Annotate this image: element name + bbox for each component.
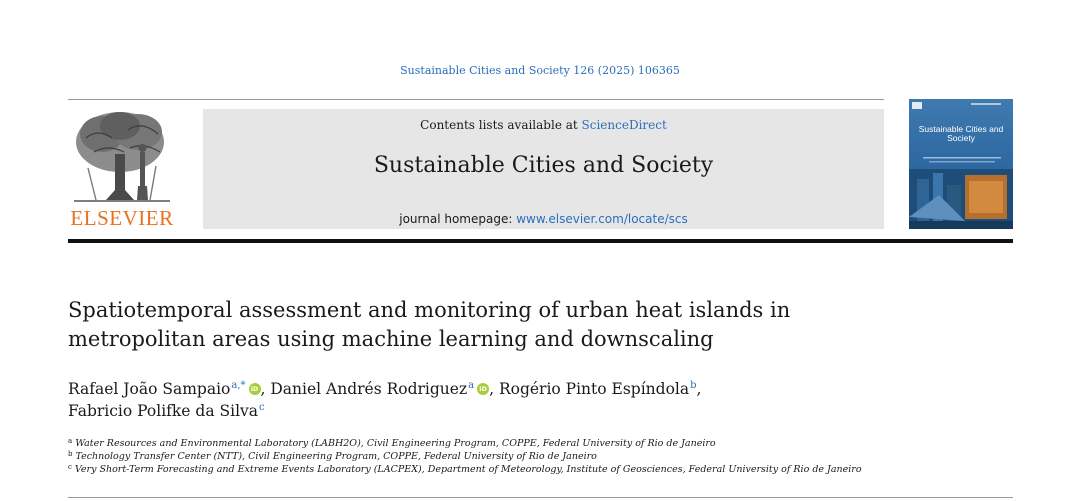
article-title: Spatiotemporal assessment and monitoring of urban heat islands in metropolitan areas using machine learning and downscaling	[68, 298, 791, 351]
homepage-line	[203, 212, 884, 226]
affiliation-mark: a	[68, 437, 73, 445]
affiliation-mark: b	[68, 450, 73, 458]
journal-cover-image[interactable]	[909, 99, 1013, 229]
journal-masthead	[203, 109, 884, 229]
contents-line	[203, 118, 884, 132]
affiliation-text: Very Short-Term Forecasting and Extreme Events Laboratory (LACPEX), Department of Meteorology, Institute of Geosciences, Federal University of Rio de Janeiro	[74, 464, 862, 475]
author-list: Rafael João Sampaio $^{a,*}$iD , Daniel Andrés Rodriguez $^a$iD , Rogério Pinto Espíndola $^b$, Fabricio Polifke da Silva $^c$	[68, 378, 928, 422]
sciencedirect-link[interactable]: ScienceDirect	[581, 118, 667, 132]
author-name[interactable]: Rafael João Sampaio	[68, 380, 231, 398]
section-divider	[68, 497, 1013, 498]
author-name[interactable]: Fabricio Polifke da Silva	[68, 402, 259, 420]
elsevier-tree-logo-icon	[68, 108, 176, 204]
publisher-name: ELSEVIER	[70, 206, 174, 230]
affiliation-text: Water Resources and Environmental Laboratory (LABH2O), Civil Engineering Program, COPPE, Federal University of Rio de Janeiro	[75, 438, 716, 449]
publisher-logo[interactable]	[68, 108, 176, 230]
journal-citation-link[interactable]: Sustainable Cities and Society 126 (2025) 106365	[400, 64, 680, 77]
author-affiliation-mark[interactable]: a,*	[231, 380, 246, 391]
affiliation-text: Technology Transfer Center (NTT), Civil Engineering Program, COPPE, Federal University of Rio de Janeiro	[75, 451, 597, 462]
orcid-icon[interactable]	[249, 383, 261, 395]
author-name[interactable]: Rogério Pinto Espíndola	[498, 380, 690, 398]
cover-journal-title: Sustainable Cities and Society	[918, 124, 1004, 143]
masthead-divider	[68, 239, 1013, 243]
header-divider	[68, 99, 884, 100]
affiliation-item	[68, 463, 1028, 476]
author-affiliation-mark[interactable]: c	[259, 402, 265, 413]
cover-art	[909, 99, 1013, 229]
author-name[interactable]: Daniel Andrés Rodriguez	[270, 380, 468, 398]
orcid-icon[interactable]	[477, 383, 489, 395]
homepage-prefix: journal homepage:	[399, 212, 517, 226]
author-affiliation-mark[interactable]: b	[690, 380, 697, 391]
author-affiliation-mark[interactable]: a	[468, 380, 475, 391]
affiliation-item	[68, 437, 1028, 450]
affiliation-item	[68, 450, 1028, 463]
contents-prefix: Contents lists available at	[420, 118, 582, 132]
journal-homepage-link[interactable]: www.elsevier.com/locate/scs	[516, 212, 688, 226]
affiliation-mark: c	[68, 463, 72, 471]
affiliation-list	[68, 437, 1028, 476]
journal-title: Sustainable Cities and Society	[373, 153, 714, 178]
